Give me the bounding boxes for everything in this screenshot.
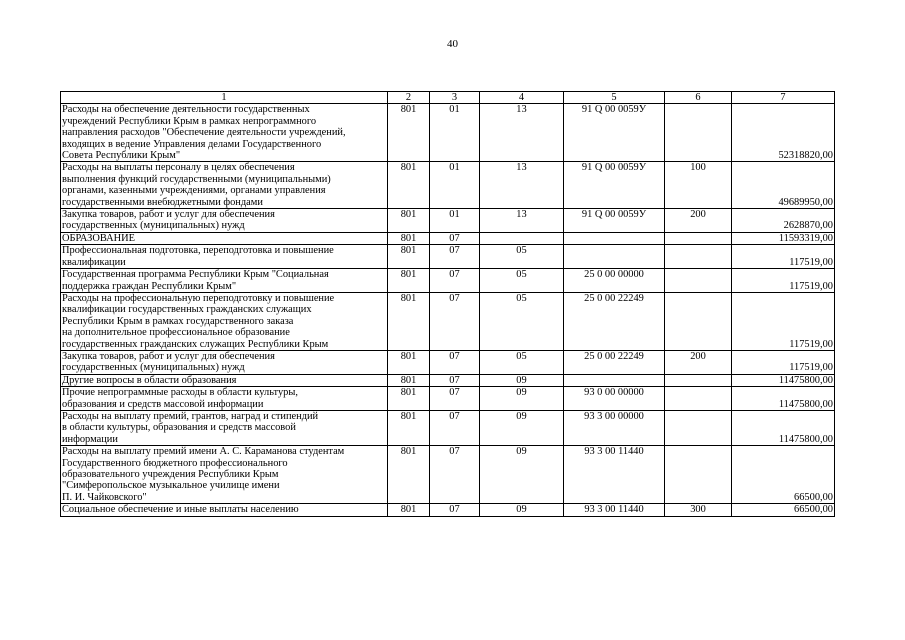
amount: 117519,00 (732, 245, 835, 269)
description-line: Государственного бюджетного профессионального (62, 457, 288, 469)
expense-type-code (665, 374, 732, 386)
chapter-code: 801 (388, 209, 430, 233)
row-description (61, 209, 388, 233)
header-row (61, 92, 835, 104)
target-article-code: 93 3 00 11440 (564, 504, 665, 516)
description-line: поддержка граждан Республики Крым" (62, 280, 237, 292)
header-cell-2: 2 (388, 92, 430, 104)
row-description (61, 374, 388, 386)
expense-type-code: 100 (665, 162, 732, 209)
amount: 117519,00 (732, 292, 835, 350)
amount: 11475800,00 (732, 387, 835, 411)
table-row (61, 104, 835, 162)
expense-type-code (665, 387, 732, 411)
section-code: 07 (430, 446, 480, 504)
subsection-code: 09 (480, 504, 564, 516)
header-cell-1: 1 (61, 92, 388, 104)
section-code: 07 (430, 504, 480, 516)
subsection-code: 05 (480, 245, 564, 269)
table-row (61, 410, 835, 445)
chapter-code: 801 (388, 104, 430, 162)
description-line: Республики Крым в рамках государственного заказа (62, 315, 294, 327)
description-line: "Симферопольское музыкальное училище имени (62, 480, 280, 492)
subsection-code: 05 (480, 292, 564, 350)
table-row (61, 350, 835, 374)
chapter-code: 801 (388, 245, 430, 269)
target-article-code (564, 232, 665, 244)
section-code: 07 (430, 350, 480, 374)
description-line: государственными внебюджетными фондами (62, 196, 263, 208)
amount: 11593319,00 (732, 232, 835, 244)
amount: 49689950,00 (732, 162, 835, 209)
page-number: 40 (447, 38, 458, 50)
subsection-code: 09 (480, 410, 564, 445)
amount: 66500,00 (732, 504, 835, 516)
description-line: Совета Республики Крым" (62, 150, 181, 162)
target-article-code: 91 Q 00 0059У (564, 162, 665, 209)
amount: 117519,00 (732, 350, 835, 374)
section-code: 07 (430, 292, 480, 350)
target-article-code (564, 245, 665, 269)
row-description (61, 232, 388, 244)
description-line: учреждений Республики Крым в рамках непрограммного (62, 115, 317, 127)
subsection-code (480, 232, 564, 244)
chapter-code: 801 (388, 269, 430, 293)
chapter-code: 801 (388, 374, 430, 386)
description-line: государственных гражданских служащих Республики Крым (62, 338, 329, 350)
section-code: 01 (430, 104, 480, 162)
expense-type-code: 200 (665, 209, 732, 233)
amount: 11475800,00 (732, 410, 835, 445)
subsection-code: 09 (480, 446, 564, 504)
table-row (61, 504, 835, 516)
expense-type-code (665, 269, 732, 293)
section-code: 01 (430, 209, 480, 233)
subsection-code: 13 (480, 104, 564, 162)
row-description (61, 410, 388, 445)
target-article-code: 93 0 00 00000 (564, 387, 665, 411)
target-article-code: 25 0 00 22249 (564, 350, 665, 374)
table-row (61, 446, 835, 504)
header-cell-3: 3 (430, 92, 480, 104)
description-line: ОБРАЗОВАНИЕ (62, 232, 136, 244)
amount: 2628870,00 (732, 209, 835, 233)
description-line: образования и средств массовой информации (62, 398, 264, 410)
expense-type-code (665, 245, 732, 269)
description-line: Расходы на профессиональную переподготовку и повышение (62, 292, 335, 304)
chapter-code: 801 (388, 446, 430, 504)
description-line: Закупка товаров, работ и услуг для обеспечения (62, 209, 275, 221)
description-line: Прочие непрограммные расходы в области культуры, (62, 387, 298, 399)
expense-type-code (665, 104, 732, 162)
section-code: 07 (430, 387, 480, 411)
amount: 11475800,00 (732, 374, 835, 386)
description-line: П. И. Чайковского" (62, 491, 147, 503)
amount: 117519,00 (732, 269, 835, 293)
chapter-code: 801 (388, 387, 430, 411)
table-row (61, 162, 835, 209)
table-row (61, 232, 835, 244)
target-article-code (564, 374, 665, 386)
section-code: 01 (430, 162, 480, 209)
subsection-code: 09 (480, 387, 564, 411)
expense-type-code (665, 410, 732, 445)
description-line: направления расходов "Обеспечение деятельности учреждений, (62, 127, 346, 139)
target-article-code: 25 0 00 00000 (564, 269, 665, 293)
row-description (61, 387, 388, 411)
description-line: Расходы на обеспечение деятельности государственных (62, 104, 310, 116)
expense-type-code (665, 292, 732, 350)
description-line: Расходы на выплату премий имени А. С. Караманова студентам (62, 446, 345, 458)
row-description (61, 162, 388, 209)
header-cell-7: 7 (732, 92, 835, 104)
description-line: квалификации (62, 256, 126, 268)
budget-table (60, 91, 835, 517)
table-row (61, 374, 835, 386)
row-description (61, 292, 388, 350)
chapter-code: 801 (388, 410, 430, 445)
description-line: информации (62, 433, 118, 445)
section-code: 07 (430, 410, 480, 445)
description-line: в области культуры, образования и средств массовой (62, 422, 296, 434)
description-line: выполнения функций государственными (муниципальными) (62, 173, 331, 185)
description-line: Социальное обеспечение и иные выплаты населению (62, 504, 299, 516)
row-description (61, 504, 388, 516)
target-article-code: 93 3 00 00000 (564, 410, 665, 445)
target-article-code: 93 3 00 11440 (564, 446, 665, 504)
header-cell-4: 4 (480, 92, 564, 104)
description-line: Профессиональная подготовка, переподготовка и повышение (62, 245, 334, 257)
description-line: Другие вопросы в области образования (62, 374, 237, 386)
row-description (61, 104, 388, 162)
section-code: 07 (430, 269, 480, 293)
description-line: Расходы на выплату премий, грантов, наград и стипендий (62, 410, 319, 422)
subsection-code: 13 (480, 209, 564, 233)
table-row (61, 292, 835, 350)
subsection-code: 13 (480, 162, 564, 209)
target-article-code: 25 0 00 22249 (564, 292, 665, 350)
section-code: 07 (430, 374, 480, 386)
description-line: образовательного учреждения Республики Крым (62, 469, 279, 480)
expense-type-code: 300 (665, 504, 732, 516)
description-line: органами, казенными учреждениями, органами управления (62, 185, 326, 197)
target-article-code: 91 Q 00 0059У (564, 209, 665, 233)
table-row (61, 387, 835, 411)
chapter-code: 801 (388, 504, 430, 516)
chapter-code: 801 (388, 292, 430, 350)
expense-type-code (665, 232, 732, 244)
target-article-code: 91 Q 00 0059У (564, 104, 665, 162)
row-description (61, 446, 388, 504)
chapter-code: 801 (388, 350, 430, 374)
row-description (61, 269, 388, 293)
description-line: государственных (муниципальных) нужд (62, 220, 245, 232)
description-line: Расходы на выплаты персоналу в целях обеспечения (62, 162, 295, 174)
table-row (61, 269, 835, 293)
description-line: Закупка товаров, работ и услуг для обеспечения (62, 350, 275, 362)
chapter-code: 801 (388, 232, 430, 244)
subsection-code: 05 (480, 350, 564, 374)
subsection-code: 09 (480, 374, 564, 386)
expense-type-code: 200 (665, 350, 732, 374)
header-cell-6: 6 (665, 92, 732, 104)
description-line: на дополнительное профессиональное образование (62, 327, 290, 339)
expense-type-code (665, 446, 732, 504)
description-line: Государственная программа Республики Крым "Социальная (62, 269, 329, 281)
chapter-code: 801 (388, 162, 430, 209)
section-code: 07 (430, 232, 480, 244)
description-line: входящих в ведение Управления делами Государственного (62, 138, 322, 150)
row-description (61, 350, 388, 374)
table-row (61, 245, 835, 269)
amount: 52318820,00 (732, 104, 835, 162)
subsection-code: 05 (480, 269, 564, 293)
section-code: 07 (430, 245, 480, 269)
table-row (61, 209, 835, 233)
amount: 66500,00 (732, 446, 835, 504)
description-line: квалификации государственных гражданских служащих (62, 304, 312, 316)
header-cell-5: 5 (564, 92, 665, 104)
description-line: государственных (муниципальных) нужд (62, 362, 245, 374)
row-description (61, 245, 388, 269)
